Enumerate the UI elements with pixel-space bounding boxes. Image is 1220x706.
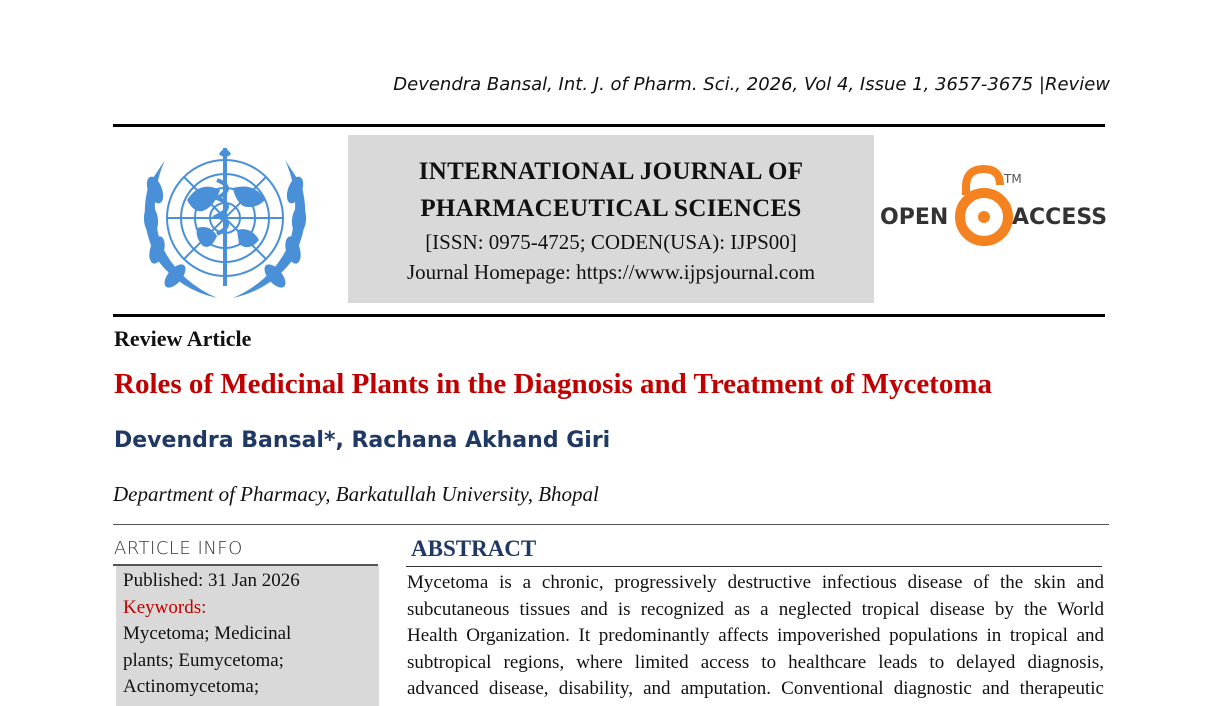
abstract-line: advanced disease, disability, and amputation. Conventional diagnostic and therapeutic [407,678,1104,699]
running-header: Devendra Bansal, Int. J. of Pharm. Sci., 2026, Vol 4, Issue 1, 3657-3675 |Review [393,74,1110,95]
article-title: Roles of Medicinal Plants in the Diagnosis and Treatment of Mycetoma [114,368,993,400]
abstract-line: Health Organization. It predominantly affects impoverished populations in tropical and [407,625,1104,646]
journal-issn: [ISSN: 0975-4725; CODEN(USA): IJPS00] [425,230,797,254]
abstract-rule [406,566,1102,567]
keywords-line: plants; Eumycetoma; [123,649,284,671]
journal-name-line-1: INTERNATIONAL JOURNAL OF [418,158,804,185]
published-date: Published: 31 Jan 2026 [123,570,300,591]
article-type: Review Article [114,326,252,351]
keywords-line: Actinomycetoma; [123,676,260,697]
keywords-label: Keywords: [123,596,207,618]
open-access-icon [880,165,1110,255]
journal-homepage[interactable]: Journal Homepage: https://www.ijpsjournal.com [406,260,816,284]
open-access-word-right: ACCESS [1012,205,1108,230]
journal-emblem-logo [125,140,325,306]
journal-name-line-2: PHARMACEUTICAL SCIENCES [420,195,802,222]
article-info-heading: ARTICLE INFO [114,538,243,559]
open-access-tm: TM [1004,172,1022,186]
abstract-line: subtropical regions, where limited access to healthcare leads to delayed diagnosis, [407,651,1104,673]
abstract-heading: ABSTRACT [411,536,537,561]
abstract-line: Mycetoma is a chronic, progressively destructive infectious disease of the skin and [407,572,1104,593]
author-affiliation: Department of Pharmacy, Barkatullah University, Bhopal [113,482,599,506]
header-top-rule [113,124,1105,127]
header-bottom-rule [113,314,1105,317]
article-info-box [116,566,379,706]
keywords-line: Mycetoma; Medicinal [123,623,292,644]
emblem-icon [125,140,325,306]
article-authors: Devendra Bansal*, Rachana Akhand Giri [114,428,611,453]
abstract-body [407,570,1104,703]
section-divider [113,524,1109,525]
open-access-logo [880,165,1110,255]
open-access-word-left: OPEN [880,205,949,230]
journal-masthead [348,135,874,303]
abstract-line: subcutaneous tissues and is recognized as a neglected tropical disease by the World [407,598,1104,620]
